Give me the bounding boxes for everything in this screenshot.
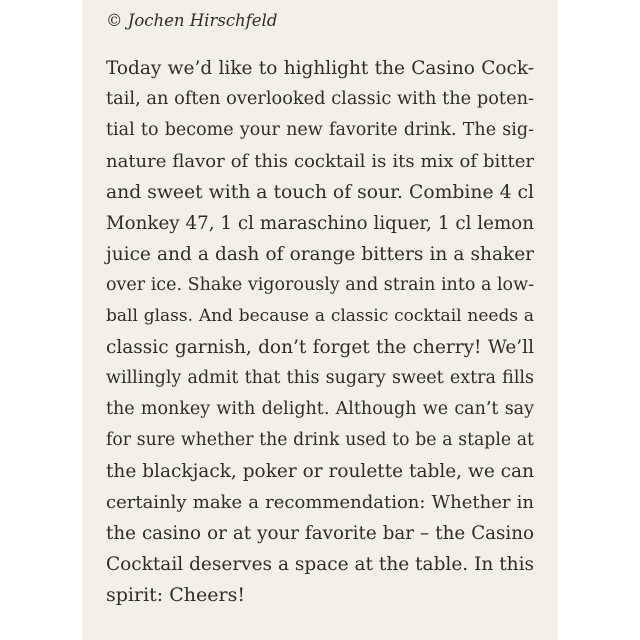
text-line: spirit: Cheers! bbox=[106, 584, 245, 606]
text-line: and sweet with a touch of sour. Combine 4 cl bbox=[106, 182, 534, 203]
text-line: over ice. Shake vigorously and strain into a low- bbox=[106, 275, 534, 295]
text-line: Cocktail deserves a space at the table. In this bbox=[106, 554, 534, 575]
text-line: juice and a dash of orange bitters in a shaker bbox=[106, 244, 534, 265]
text-line: the monkey with delight. Although we can’t say bbox=[106, 399, 534, 419]
text-line: Monkey 47, 1 cl maraschino liquer, 1 cl lemon bbox=[106, 213, 534, 234]
text-line: Today we’d like to highlight the Casino Cock- bbox=[106, 58, 534, 79]
text-line: nature flavor of this cocktail is its mix of bitter bbox=[106, 151, 534, 172]
photo-credit: © Jochen Hirschfeld bbox=[106, 11, 278, 30]
page bbox=[82, 0, 558, 640]
text-line: ball glass. And because a classic cocktail needs a bbox=[106, 306, 534, 326]
text-line: the blackjack, poker or roulette table, we can bbox=[106, 461, 534, 482]
article-body bbox=[106, 53, 534, 611]
text-line: willingly admit that this sugary sweet extra fills bbox=[106, 368, 534, 388]
text-line: classic garnish, don’t forget the cherry! We’ll bbox=[106, 337, 534, 358]
text-line: the casino or at your favorite bar – the Casino bbox=[106, 523, 534, 544]
text-line: for sure whether the drink used to be a staple at bbox=[106, 430, 534, 450]
text-line: certainly make a recommendation: Whether in bbox=[106, 492, 534, 513]
text-line: tial to become your new favorite drink. The sig- bbox=[106, 120, 534, 140]
text-line: tail, an often overlooked classic with the poten- bbox=[106, 89, 534, 109]
